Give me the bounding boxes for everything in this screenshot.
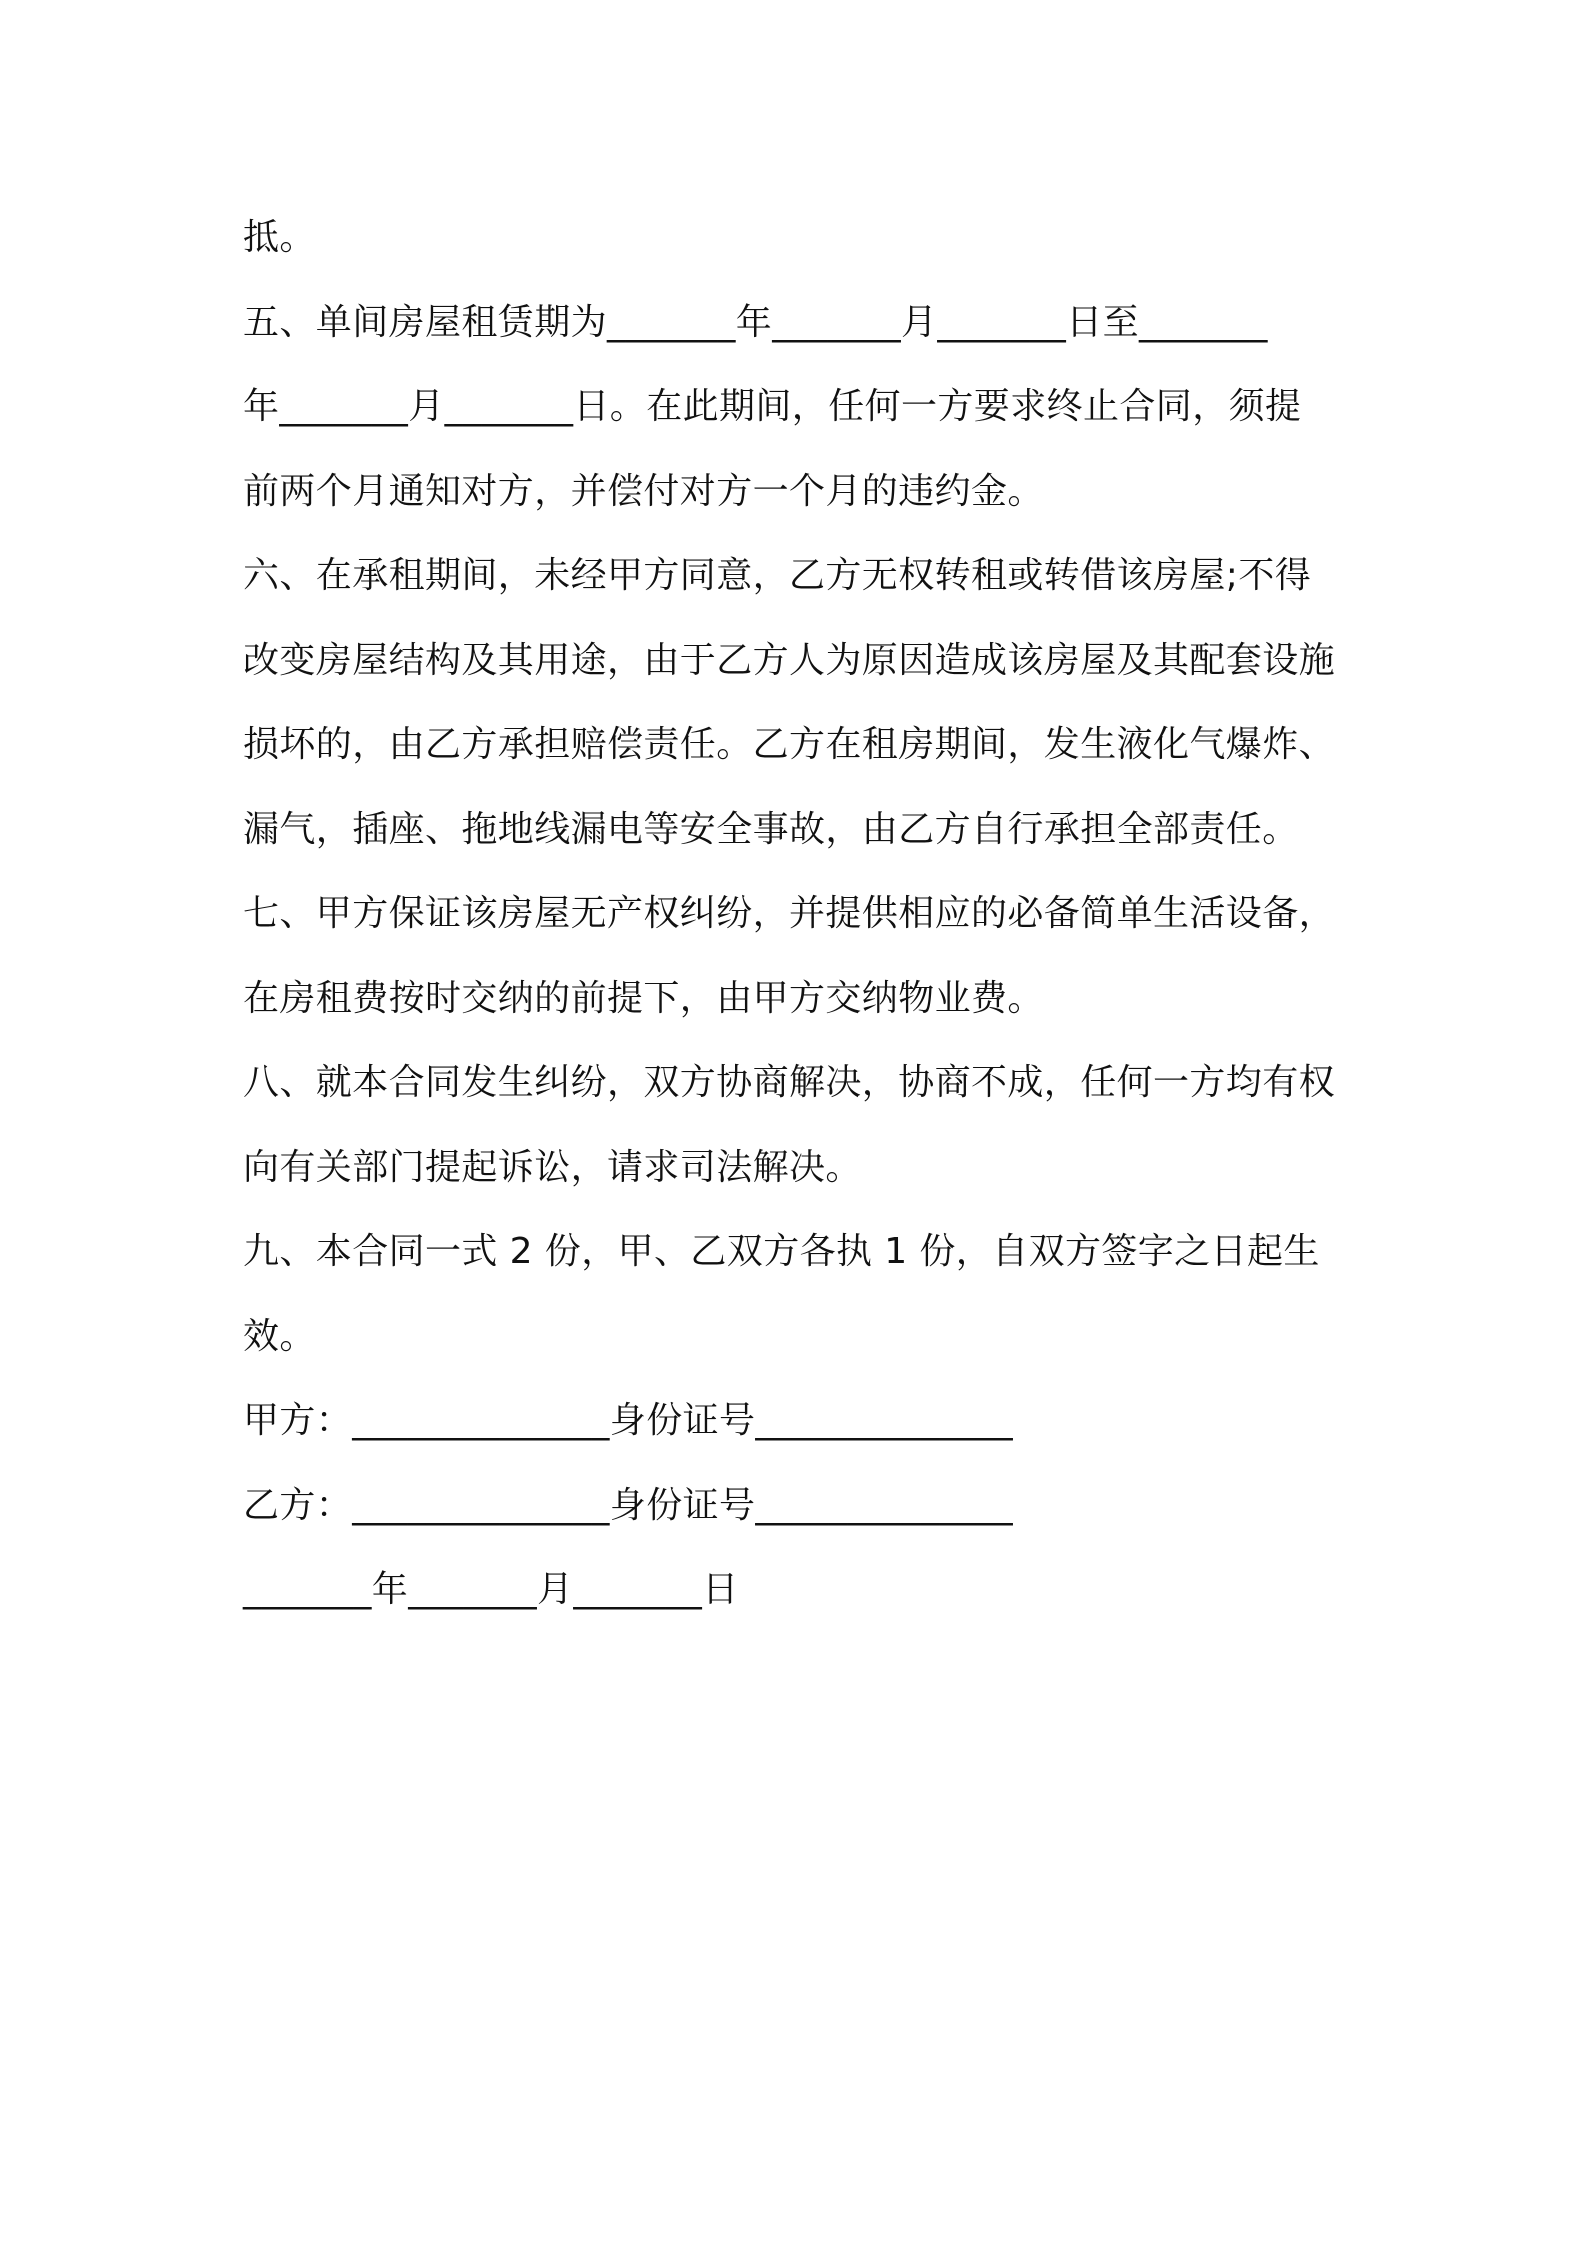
text-line: 抵。: [243, 217, 316, 258]
text-line: 损坏的，由乙方承担赔偿责任。乙方在租房期间，发生液化气爆炸、: [243, 724, 1336, 765]
date-line: _______年_______月_______日: [243, 1569, 739, 1610]
contract-text: [243, 196, 1358, 1633]
text-line: 前两个月通知对方，并偿付对方一个月的违约金。: [243, 470, 1044, 512]
text-line: 九、本合同一式 2 份，甲、乙双方各执 1 份，自双方签字之日起生: [243, 1231, 1320, 1272]
text-line: 七、甲方保证该房屋无产权纠纷，并提供相应的必备简单生活设备，: [243, 893, 1336, 934]
party-a-signature-line: 甲方：______________身份证号______________: [243, 1400, 1013, 1441]
text-line: 在房租费按时交纳的前提下，由甲方交纳物业费。: [243, 977, 1044, 1019]
text-line: 六、在承租期间，未经甲方同意，乙方无权转租或转借该房屋;不得: [243, 555, 1312, 596]
text-line: 漏气，插座、拖地线漏电等安全事故，由乙方自行承担全部责任。: [243, 808, 1299, 850]
text-line: 效。: [243, 1315, 316, 1357]
text-line: 改变房屋结构及其用途，由于乙方人为原因造成该房屋及其配套设施: [243, 639, 1336, 681]
text-line: 年_______月_______日。在此期间，任何一方要求终止合同，须提: [243, 386, 1302, 427]
party-b-signature-line: 乙方：______________身份证号______________: [243, 1484, 1013, 1526]
text-line: 五、单间房屋租赁期为_______年_______月_______日至_______: [243, 301, 1268, 343]
text-line: 八、就本合同发生纠纷，双方协商解决，协商不成，任何一方均有权: [243, 1062, 1336, 1103]
text-line: 向有关部门提起诉讼，请求司法解决。: [243, 1146, 862, 1188]
